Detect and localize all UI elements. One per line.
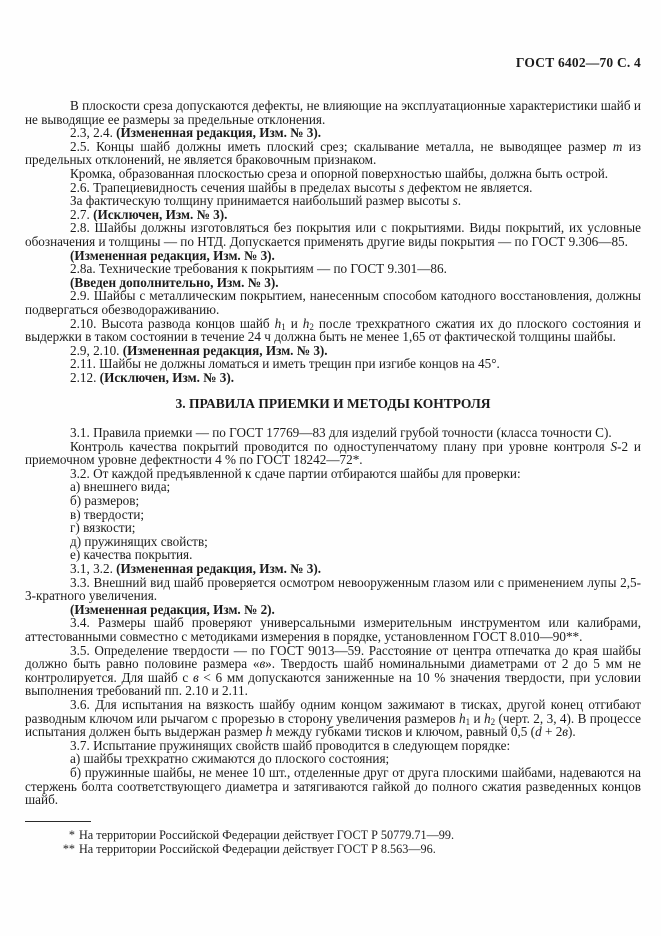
document-body bbox=[25, 99, 641, 807]
footnotes-section bbox=[25, 821, 641, 856]
paragraph: б) размеров; bbox=[70, 493, 140, 509]
paragraph: 3.1, 3.2. (Измененная редакция, Изм. № 3). bbox=[70, 561, 322, 576]
paragraph: 3.5. Определение твердости — по ГОСТ 9013—59. Расстояние от центра отпечатка до края шайбы должно быть равно половине размера «в». Твердость шайб номинальными диаметрами от 2 до 5 мм не контролируется. Для шайб с в < 6 мм допускаются заниженные на 10 % значения твердости, при условии выполнения требований пп. 2.10 и 2.11. bbox=[25, 642, 641, 699]
paragraph: 2.5. Концы шайб должны иметь плоский срез; скалывание металла, не выводящее размер m из предельных отклонений, не является браковочным признаком. bbox=[25, 138, 641, 168]
paragraph: 2.8. Шайбы должны изготовляться без покрытия или с покрытиями. Виды покрытий, их условные обозначения и толщины — по НТД. Допускается применять другие виды покрытия — по ГОСТ 9.306—85. bbox=[25, 220, 641, 249]
footnote-text: На территории Российской Федерации действует ГОСТ Р 50779.71—99. bbox=[79, 827, 455, 842]
paragraph: (Измененная редакция, Изм. № 3). bbox=[70, 247, 275, 263]
footnote-marker: * bbox=[68, 827, 75, 842]
paragraph: Контроль качества покрытий проводится по одноступенчатому плану при уровне контроля S-2 и приемочном уровне дефектности 4 % по ГОСТ 18242—72*. bbox=[25, 438, 641, 468]
footnote bbox=[25, 842, 641, 856]
section-heading: 3. ПРАВИЛА ПРИЕМКИ И МЕТОДЫ КОНТРОЛЯ bbox=[175, 396, 491, 412]
paragraph: б) пружинные шайбы, не менее 10 шт., отделенные друг от друга плоскими шайбами, надеваются на стержень болта соответствующего диаметра и затягиваются гайкой до полного сжатия разведенных концов шайб. bbox=[25, 764, 641, 808]
paragraph: в) твердости; bbox=[70, 506, 145, 522]
paragraph: 2.10. Высота развода концов шайб $h_1$ и $h_2$ после трехкратного сжатия их до плоского состояния и выдержки в таком состоянии в течение 24 ч должна быть не менее 1,65 от фактической толщины шайбы. bbox=[25, 315, 641, 345]
paragraph: 3.3. Внешний вид шайб проверяется осмотром невооруженным глазом или с применением лупы 2,5-3-кратного увеличения. bbox=[25, 574, 641, 604]
page-content bbox=[25, 55, 641, 856]
paragraph: 2.9, 2.10. (Измененная редакция, Изм. № 3). bbox=[70, 342, 328, 358]
footnote-text: На территории Российской Федерации действует ГОСТ Р 8.563—96. bbox=[79, 841, 436, 856]
footnote-marker: ** bbox=[62, 841, 75, 856]
paragraph: 3.2. От каждой предъявленной к сдаче партии отбираются шайбы для проверки: bbox=[70, 465, 521, 481]
footnote bbox=[25, 828, 641, 842]
paragraph: 2.3, 2.4. (Измененная редакция, Изм. № 3). bbox=[70, 125, 322, 141]
paragraph: 3.1. Правила приемки — по ГОСТ 17769—83 для изделий грубой точности (класса точности С). bbox=[70, 425, 612, 441]
paragraph: За фактическую толщину принимается наибольший размер высоты s. bbox=[70, 193, 462, 209]
paragraph: 3.6. Для испытания на вязкость шайбу одним концом зажимают в тисках, другой конец отгибают разводным ключом или рычагом с прорезью в сторону увеличения размеров $h_1$ и $h_2$ (черт. 2, 3, 4). В процессе испытания должен быть выдержан размер h между губками тисков и ключом, равный 0,5 (d + 2в). bbox=[25, 696, 642, 740]
footnote-rule bbox=[25, 821, 91, 822]
paragraph: 2.12. (Исключен, Изм. № 3). bbox=[70, 369, 235, 385]
paragraph: 2.6. Трапециевидность сечения шайбы в пределах высоты s дефектом не является. bbox=[70, 179, 533, 195]
paragraph: 3.4. Размеры шайб проверяют универсальными измерительным инструментом или калибрами, аттестованными совместно с методиками измерения в порядке, установленном ГОСТ 8.010—90**. bbox=[25, 615, 641, 644]
paragraph: г) вязкости; bbox=[70, 520, 136, 536]
paragraph: (Измененная редакция, Изм. № 2). bbox=[70, 601, 275, 617]
paragraph: 3.7. Испытание пружинящих свойств шайб проводится в следующем порядке: bbox=[70, 737, 511, 753]
paragraph: 2.9. Шайбы с металлическим покрытием, нанесенным способом катодного восстановления, должны подвергаться обезводораживанию. bbox=[25, 288, 641, 317]
paragraph: Кромка, образованная плоскостью среза и опорной поверхностью шайбы, должна быть острой. bbox=[70, 165, 609, 181]
paragraph: 2.11. Шайбы не должны ломаться и иметь трещин при изгибе концов на 45°. bbox=[70, 356, 500, 372]
paragraph: 2.7. (Исключен, Изм. № 3). bbox=[70, 206, 228, 222]
paragraph: е) качества покрытия. bbox=[70, 547, 193, 563]
paragraph: В плоскости среза допускаются дефекты, не влияющие на эксплуатационные характеристики шайб и не выводящие ее размеры за предельные отклонения. bbox=[25, 98, 641, 127]
paragraph: 2.8а. Технические требования к покрытиям — по ГОСТ 9.301—86. bbox=[70, 261, 447, 277]
paragraph: а) внешнего вида; bbox=[70, 479, 171, 495]
paragraph: а) шайбы трехкратно сжимаются до плоского состояния; bbox=[70, 751, 390, 767]
paragraph: д) пружинящих свойств; bbox=[70, 533, 208, 549]
paragraph: (Введен дополнительно, Изм. № 3). bbox=[70, 274, 279, 290]
page-header: ГОСТ 6402—70 С. 4 bbox=[515, 55, 641, 70]
